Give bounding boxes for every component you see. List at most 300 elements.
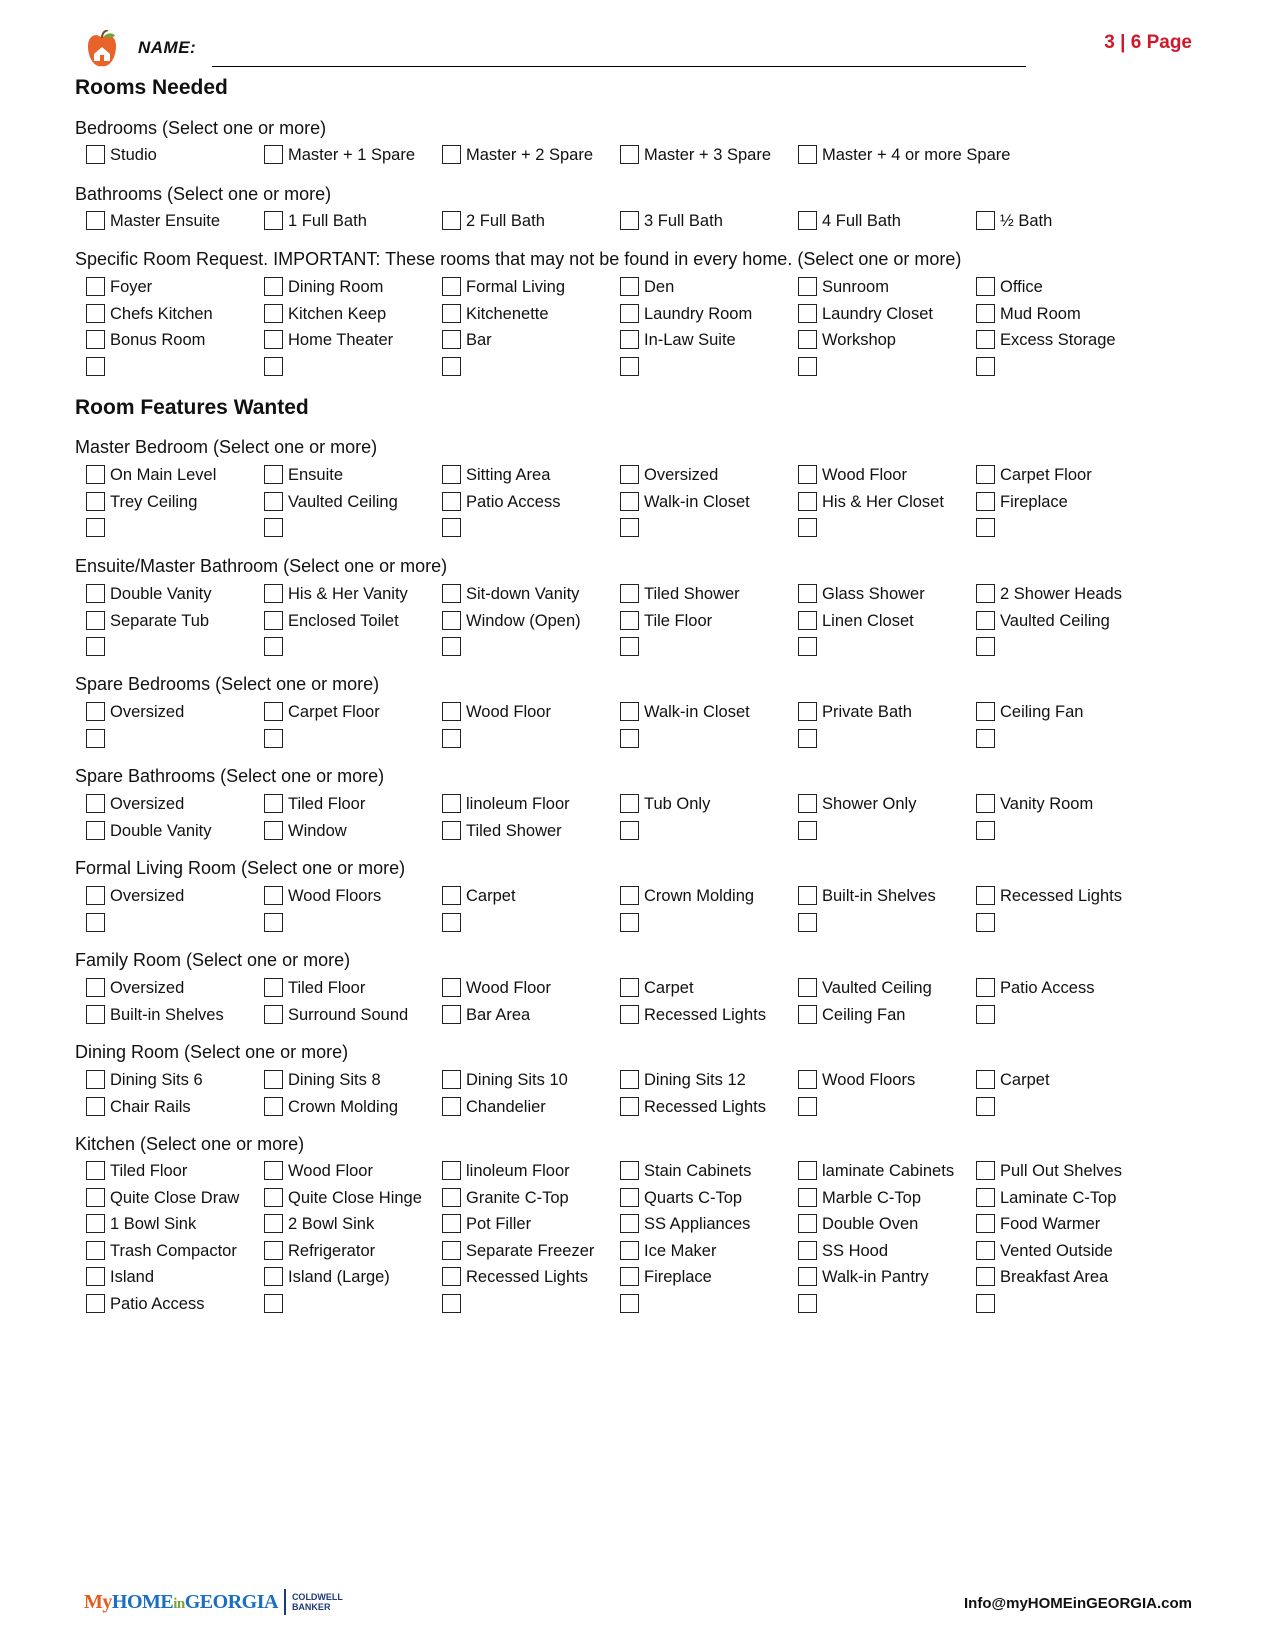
option-ensuite[interactable]: [264, 463, 343, 491]
checkbox[interactable]: [264, 211, 283, 230]
option-carpet-floor[interactable]: [264, 700, 380, 728]
checkbox[interactable]: [86, 1097, 105, 1116]
checkbox[interactable]: [620, 886, 639, 905]
checkbox[interactable]: [442, 1214, 461, 1233]
checkbox[interactable]: [976, 611, 995, 630]
option-ss-appliances[interactable]: [620, 1212, 750, 1240]
checkbox[interactable]: [976, 211, 995, 230]
checkbox[interactable]: [976, 637, 995, 656]
checkbox[interactable]: [264, 1267, 283, 1286]
checkbox[interactable]: [86, 1070, 105, 1089]
checkbox[interactable]: [798, 584, 817, 603]
option-dining-sits-12[interactable]: [620, 1068, 746, 1096]
option-patio-access[interactable]: [442, 490, 560, 518]
checkbox[interactable]: [798, 1267, 817, 1286]
option-blank[interactable]: [620, 727, 639, 755]
option-laundry-closet[interactable]: [798, 302, 933, 330]
checkbox[interactable]: [264, 277, 283, 296]
option-recessed-lights[interactable]: [976, 884, 1122, 912]
checkbox[interactable]: [442, 1294, 461, 1313]
checkbox[interactable]: [798, 211, 817, 230]
option-chefs-kitchen[interactable]: [86, 302, 213, 330]
option-blank[interactable]: [264, 635, 283, 663]
checkbox[interactable]: [620, 357, 639, 376]
option-dining-sits-6[interactable]: [86, 1068, 203, 1096]
checkbox[interactable]: [620, 211, 639, 230]
checkbox[interactable]: [442, 729, 461, 748]
option-home-theater[interactable]: [264, 328, 393, 356]
checkbox[interactable]: [442, 637, 461, 656]
checkbox[interactable]: [442, 794, 461, 813]
checkbox[interactable]: [976, 702, 995, 721]
checkbox[interactable]: [798, 886, 817, 905]
checkbox[interactable]: [620, 492, 639, 511]
checkbox[interactable]: [86, 611, 105, 630]
option-kitchenette[interactable]: [442, 302, 549, 330]
checkbox[interactable]: [798, 637, 817, 656]
option-blank[interactable]: [86, 911, 105, 939]
option-blank[interactable]: [976, 727, 995, 755]
checkbox[interactable]: [976, 492, 995, 511]
checkbox[interactable]: [620, 1294, 639, 1313]
checkbox[interactable]: [442, 357, 461, 376]
option-blank[interactable]: [798, 635, 817, 663]
option-4-full-bath[interactable]: [798, 209, 901, 237]
option-blank[interactable]: [86, 635, 105, 663]
option-master-3-spare[interactable]: [620, 143, 771, 171]
checkbox[interactable]: [264, 1214, 283, 1233]
option-blank[interactable]: [442, 911, 461, 939]
option-linoleum-floor[interactable]: [442, 792, 570, 820]
option-wood-floor[interactable]: [798, 463, 907, 491]
checkbox[interactable]: [798, 794, 817, 813]
checkbox[interactable]: [620, 584, 639, 603]
checkbox[interactable]: [86, 1267, 105, 1286]
option-pot-filler[interactable]: [442, 1212, 531, 1240]
checkbox[interactable]: [264, 886, 283, 905]
checkbox[interactable]: [442, 211, 461, 230]
option-blank[interactable]: [798, 911, 817, 939]
checkbox[interactable]: [620, 1161, 639, 1180]
option-oversized[interactable]: [86, 700, 184, 728]
option-recessed-lights[interactable]: [442, 1265, 588, 1293]
checkbox[interactable]: [798, 978, 817, 997]
option-dining-sits-10[interactable]: [442, 1068, 568, 1096]
checkbox[interactable]: [976, 821, 995, 840]
option-blank[interactable]: [798, 1292, 817, 1320]
checkbox[interactable]: [442, 886, 461, 905]
option-sunroom[interactable]: [798, 275, 889, 303]
option-double-oven[interactable]: [798, 1212, 918, 1240]
checkbox[interactable]: [442, 1161, 461, 1180]
option-blank[interactable]: [620, 355, 639, 383]
option-his-her-closet[interactable]: [798, 490, 944, 518]
option-enclosed-toilet[interactable]: [264, 609, 399, 637]
checkbox[interactable]: [442, 584, 461, 603]
checkbox[interactable]: [442, 145, 461, 164]
checkbox[interactable]: [620, 1214, 639, 1233]
option-wood-floor[interactable]: [442, 700, 551, 728]
option-granite-c-top[interactable]: [442, 1186, 569, 1214]
name-input-line[interactable]: [212, 66, 1026, 67]
checkbox[interactable]: [976, 794, 995, 813]
option-blank[interactable]: [976, 1292, 995, 1320]
checkbox[interactable]: [86, 794, 105, 813]
option-fireplace[interactable]: [976, 490, 1068, 518]
option-blank[interactable]: [620, 819, 639, 847]
checkbox[interactable]: [264, 1070, 283, 1089]
option-blank[interactable]: [798, 355, 817, 383]
option-kitchen-keep[interactable]: [264, 302, 386, 330]
checkbox[interactable]: [442, 465, 461, 484]
checkbox[interactable]: [264, 330, 283, 349]
option-workshop[interactable]: [798, 328, 896, 356]
option-shower-only[interactable]: [798, 792, 916, 820]
checkbox[interactable]: [798, 729, 817, 748]
option-laminate-c-top[interactable]: [976, 1186, 1116, 1214]
checkbox[interactable]: [976, 357, 995, 376]
option-recessed-lights[interactable]: [620, 1003, 766, 1031]
checkbox[interactable]: [620, 1188, 639, 1207]
option-blank[interactable]: [620, 516, 639, 544]
checkbox[interactable]: [264, 1188, 283, 1207]
checkbox[interactable]: [442, 330, 461, 349]
checkbox[interactable]: [620, 1241, 639, 1260]
option-blank[interactable]: [442, 727, 461, 755]
checkbox[interactable]: [86, 978, 105, 997]
option-marble-c-top[interactable]: [798, 1186, 921, 1214]
checkbox[interactable]: [264, 1241, 283, 1260]
checkbox[interactable]: [798, 145, 817, 164]
checkbox[interactable]: [86, 637, 105, 656]
checkbox[interactable]: [620, 465, 639, 484]
option-wood-floor[interactable]: [264, 1159, 373, 1187]
option-vaulted-ceiling[interactable]: [976, 609, 1110, 637]
checkbox[interactable]: [264, 702, 283, 721]
option-ice-maker[interactable]: [620, 1239, 716, 1267]
checkbox[interactable]: [264, 518, 283, 537]
option-tiled-floor[interactable]: [264, 792, 365, 820]
checkbox[interactable]: [442, 518, 461, 537]
option-carpet[interactable]: [620, 976, 694, 1004]
checkbox[interactable]: [86, 913, 105, 932]
option-built-in-shelves[interactable]: [86, 1003, 224, 1031]
option-master-4-or-more-spare[interactable]: [798, 143, 1010, 171]
option-sitting-area[interactable]: [442, 463, 550, 491]
checkbox[interactable]: [264, 978, 283, 997]
option-separate-freezer[interactable]: [442, 1239, 594, 1267]
checkbox[interactable]: [264, 913, 283, 932]
option-office[interactable]: [976, 275, 1043, 303]
checkbox[interactable]: [798, 1214, 817, 1233]
option-blank[interactable]: [976, 635, 995, 663]
option-1-full-bath[interactable]: [264, 209, 367, 237]
checkbox[interactable]: [798, 1097, 817, 1116]
checkbox[interactable]: [264, 145, 283, 164]
checkbox[interactable]: [620, 913, 639, 932]
checkbox[interactable]: [442, 277, 461, 296]
option-dining-sits-8[interactable]: [264, 1068, 381, 1096]
checkbox[interactable]: [976, 913, 995, 932]
option-2-full-bath[interactable]: [442, 209, 545, 237]
checkbox[interactable]: [798, 1294, 817, 1313]
option-oversized[interactable]: [620, 463, 718, 491]
checkbox[interactable]: [976, 886, 995, 905]
option-double-vanity[interactable]: [86, 582, 212, 610]
checkbox[interactable]: [264, 611, 283, 630]
option-quite-close-hinge[interactable]: [264, 1186, 422, 1214]
option-carpet[interactable]: [976, 1068, 1050, 1096]
checkbox[interactable]: [798, 821, 817, 840]
option-formal-living[interactable]: [442, 275, 565, 303]
checkbox[interactable]: [620, 637, 639, 656]
checkbox[interactable]: [264, 821, 283, 840]
option-blank[interactable]: [264, 355, 283, 383]
checkbox[interactable]: [86, 886, 105, 905]
option-blank[interactable]: [442, 635, 461, 663]
checkbox[interactable]: [798, 492, 817, 511]
option-on-main-level[interactable]: [86, 463, 216, 491]
option-blank[interactable]: [798, 819, 817, 847]
option-tub-only[interactable]: [620, 792, 710, 820]
option-laminate-cabinets[interactable]: [798, 1159, 954, 1187]
checkbox[interactable]: [264, 794, 283, 813]
checkbox[interactable]: [976, 729, 995, 748]
option-blank[interactable]: [86, 727, 105, 755]
option-glass-shower[interactable]: [798, 582, 925, 610]
option-quarts-c-top[interactable]: [620, 1186, 742, 1214]
checkbox[interactable]: [86, 330, 105, 349]
checkbox[interactable]: [620, 611, 639, 630]
checkbox[interactable]: [264, 1161, 283, 1180]
checkbox[interactable]: [264, 492, 283, 511]
option-island[interactable]: [86, 1265, 154, 1293]
checkbox[interactable]: [976, 304, 995, 323]
option-blank[interactable]: [620, 635, 639, 663]
checkbox[interactable]: [620, 729, 639, 748]
option-carpet[interactable]: [442, 884, 516, 912]
checkbox[interactable]: [798, 304, 817, 323]
checkbox[interactable]: [264, 304, 283, 323]
checkbox[interactable]: [86, 357, 105, 376]
option-oversized[interactable]: [86, 884, 184, 912]
option-blank[interactable]: [86, 516, 105, 544]
option-breakfast-area[interactable]: [976, 1265, 1108, 1293]
checkbox[interactable]: [86, 729, 105, 748]
checkbox[interactable]: [798, 611, 817, 630]
checkbox[interactable]: [976, 518, 995, 537]
checkbox[interactable]: [86, 702, 105, 721]
option-window-open[interactable]: [442, 609, 581, 637]
checkbox[interactable]: [264, 729, 283, 748]
option-built-in-shelves[interactable]: [798, 884, 936, 912]
checkbox[interactable]: [86, 465, 105, 484]
option-blank[interactable]: [442, 1292, 461, 1320]
option-walk-in-pantry[interactable]: [798, 1265, 929, 1293]
option-foyer[interactable]: [86, 275, 152, 303]
option-tiled-floor[interactable]: [86, 1159, 187, 1187]
option-dining-room[interactable]: [264, 275, 383, 303]
option-fireplace[interactable]: [620, 1265, 712, 1293]
option-blank[interactable]: [976, 516, 995, 544]
option-walk-in-closet[interactable]: [620, 700, 750, 728]
checkbox[interactable]: [620, 1097, 639, 1116]
option-wood-floors[interactable]: [798, 1068, 915, 1096]
option-blank[interactable]: [798, 516, 817, 544]
checkbox[interactable]: [442, 492, 461, 511]
checkbox[interactable]: [442, 304, 461, 323]
option-blank[interactable]: [620, 1292, 639, 1320]
option-blank[interactable]: [620, 911, 639, 939]
option-double-vanity[interactable]: [86, 819, 212, 847]
checkbox[interactable]: [976, 330, 995, 349]
checkbox[interactable]: [442, 1070, 461, 1089]
checkbox[interactable]: [86, 304, 105, 323]
option-recessed-lights[interactable]: [620, 1095, 766, 1123]
option-3-full-bath[interactable]: [620, 209, 723, 237]
option-carpet-floor[interactable]: [976, 463, 1092, 491]
option-tiled-shower[interactable]: [620, 582, 740, 610]
option-master-1-spare[interactable]: [264, 143, 415, 171]
option-stain-cabinets[interactable]: [620, 1159, 751, 1187]
option-patio-access[interactable]: [86, 1292, 204, 1320]
checkbox[interactable]: [976, 1294, 995, 1313]
option-bar[interactable]: [442, 328, 492, 356]
checkbox[interactable]: [442, 702, 461, 721]
option-oversized[interactable]: [86, 792, 184, 820]
checkbox[interactable]: [86, 145, 105, 164]
option-linen-closet[interactable]: [798, 609, 914, 637]
checkbox[interactable]: [86, 211, 105, 230]
option-vaulted-ceiling[interactable]: [798, 976, 932, 1004]
checkbox[interactable]: [264, 584, 283, 603]
checkbox[interactable]: [264, 1097, 283, 1116]
checkbox[interactable]: [976, 1005, 995, 1024]
checkbox[interactable]: [620, 304, 639, 323]
option-crown-molding[interactable]: [264, 1095, 398, 1123]
checkbox[interactable]: [976, 1241, 995, 1260]
option-ceiling-fan[interactable]: [798, 1003, 905, 1031]
checkbox[interactable]: [798, 1241, 817, 1260]
option-tiled-floor[interactable]: [264, 976, 365, 1004]
checkbox[interactable]: [442, 978, 461, 997]
option-window[interactable]: [264, 819, 347, 847]
checkbox[interactable]: [86, 518, 105, 537]
checkbox[interactable]: [86, 277, 105, 296]
option-wood-floor[interactable]: [442, 976, 551, 1004]
checkbox[interactable]: [798, 330, 817, 349]
checkbox[interactable]: [442, 1267, 461, 1286]
checkbox[interactable]: [620, 518, 639, 537]
checkbox[interactable]: [798, 518, 817, 537]
option-linoleum-floor[interactable]: [442, 1159, 570, 1187]
checkbox[interactable]: [264, 465, 283, 484]
checkbox[interactable]: [976, 277, 995, 296]
checkbox[interactable]: [976, 1188, 995, 1207]
checkbox[interactable]: [798, 357, 817, 376]
option-wood-floors[interactable]: [264, 884, 381, 912]
option-patio-access[interactable]: [976, 976, 1094, 1004]
option-blank[interactable]: [264, 516, 283, 544]
checkbox[interactable]: [976, 1097, 995, 1116]
option-blank[interactable]: [442, 355, 461, 383]
option-trey-ceiling[interactable]: [86, 490, 197, 518]
option-food-warmer[interactable]: [976, 1212, 1100, 1240]
checkbox[interactable]: [442, 913, 461, 932]
checkbox[interactable]: [798, 277, 817, 296]
checkbox[interactable]: [976, 1161, 995, 1180]
option-master-2-spare[interactable]: [442, 143, 593, 171]
checkbox[interactable]: [86, 1005, 105, 1024]
option-blank[interactable]: [976, 911, 995, 939]
checkbox[interactable]: [798, 1070, 817, 1089]
checkbox[interactable]: [442, 1188, 461, 1207]
option-ceiling-fan[interactable]: [976, 700, 1083, 728]
checkbox[interactable]: [620, 978, 639, 997]
option-pull-out-shelves[interactable]: [976, 1159, 1122, 1187]
option-excess-storage[interactable]: [976, 328, 1116, 356]
checkbox[interactable]: [86, 1241, 105, 1260]
checkbox[interactable]: [976, 1070, 995, 1089]
checkbox[interactable]: [264, 637, 283, 656]
option-quite-close-draw[interactable]: [86, 1186, 239, 1214]
checkbox[interactable]: [798, 1005, 817, 1024]
checkbox[interactable]: [86, 584, 105, 603]
checkbox[interactable]: [976, 978, 995, 997]
option-2-bowl-sink[interactable]: [264, 1212, 374, 1240]
checkbox[interactable]: [620, 702, 639, 721]
checkbox[interactable]: [86, 1214, 105, 1233]
option-blank[interactable]: [976, 1003, 995, 1031]
option-bath[interactable]: [976, 209, 1052, 237]
option-vanity-room[interactable]: [976, 792, 1093, 820]
option-blank[interactable]: [86, 355, 105, 383]
checkbox[interactable]: [86, 821, 105, 840]
option-blank[interactable]: [798, 1095, 817, 1123]
option-in-law-suite[interactable]: [620, 328, 736, 356]
option-surround-sound[interactable]: [264, 1003, 408, 1031]
checkbox[interactable]: [798, 913, 817, 932]
option-2-shower-heads[interactable]: [976, 582, 1122, 610]
option-ss-hood[interactable]: [798, 1239, 888, 1267]
checkbox[interactable]: [798, 1188, 817, 1207]
option-crown-molding[interactable]: [620, 884, 754, 912]
checkbox[interactable]: [442, 1241, 461, 1260]
option-private-bath[interactable]: [798, 700, 912, 728]
checkbox[interactable]: [86, 1188, 105, 1207]
option-blank[interactable]: [264, 1292, 283, 1320]
checkbox[interactable]: [976, 584, 995, 603]
checkbox[interactable]: [264, 357, 283, 376]
checkbox[interactable]: [976, 465, 995, 484]
option-1-bowl-sink[interactable]: [86, 1212, 196, 1240]
option-den[interactable]: [620, 275, 674, 303]
option-master-ensuite[interactable]: [86, 209, 220, 237]
checkbox[interactable]: [620, 1070, 639, 1089]
option-his-her-vanity[interactable]: [264, 582, 408, 610]
checkbox[interactable]: [86, 1161, 105, 1180]
option-tiled-shower[interactable]: [442, 819, 562, 847]
option-blank[interactable]: [976, 819, 995, 847]
option-blank[interactable]: [798, 727, 817, 755]
option-trash-compactor[interactable]: [86, 1239, 237, 1267]
checkbox[interactable]: [798, 465, 817, 484]
option-separate-tub[interactable]: [86, 609, 209, 637]
option-chandelier[interactable]: [442, 1095, 546, 1123]
option-bonus-room[interactable]: [86, 328, 205, 356]
checkbox[interactable]: [620, 794, 639, 813]
checkbox[interactable]: [620, 330, 639, 349]
